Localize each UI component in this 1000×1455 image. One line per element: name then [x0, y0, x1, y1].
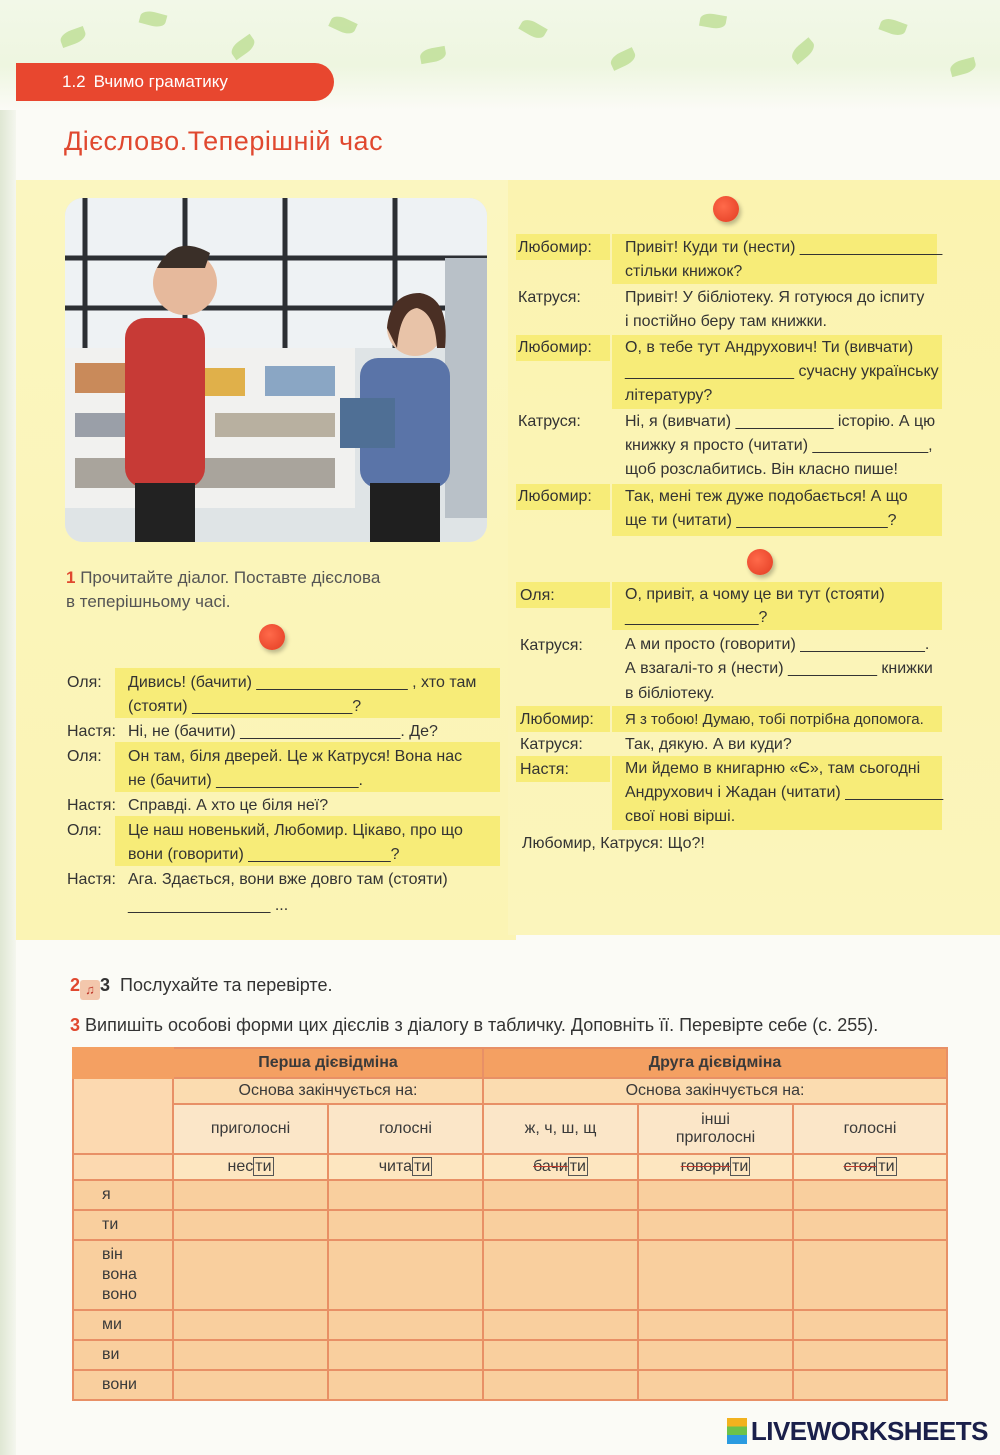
verb-infinitive	[173, 1154, 328, 1180]
answer-cell[interactable]	[483, 1310, 638, 1340]
dialog-line[interactable]: _______________?	[625, 609, 768, 626]
dialog-line: і постійно беру там книжки.	[625, 313, 827, 330]
answer-cell[interactable]	[793, 1310, 947, 1340]
dialog-marker-dot	[259, 624, 285, 650]
dialog-line[interactable]: (стояти) __________________?	[128, 698, 362, 715]
pronoun-label: ви	[73, 1340, 173, 1370]
dialog-line[interactable]: Ні, я (вивчати) ___________ історію. А цю	[625, 413, 936, 430]
audio-track-number: 3	[100, 975, 111, 995]
section-title: Вчимо граматику	[93, 72, 228, 91]
answer-cell[interactable]	[173, 1240, 328, 1310]
speaker-label: Любомир:	[520, 711, 594, 728]
exercise-2-number: 2	[70, 975, 81, 995]
dialog-line[interactable]: не (бачити) ________________.	[128, 772, 363, 789]
answer-cell[interactable]	[793, 1240, 947, 1310]
dialog-line: Ага. Здається, вони вже довго там (стояти)	[128, 871, 448, 888]
conjugation-table	[72, 1047, 948, 1401]
exercise-2	[70, 975, 332, 1000]
answer-cell[interactable]	[173, 1210, 328, 1240]
speaker-label: Настя:	[520, 761, 569, 778]
subheader-text: інші	[701, 1111, 730, 1128]
dialog-line: Привіт! У бібліотеку. Я готуюся до іспиту	[625, 289, 925, 306]
verb-infinitive	[793, 1154, 947, 1180]
library-scene-image	[65, 198, 487, 542]
dialog-marker-dot	[747, 549, 773, 575]
stem-ends-header: Основа закінчується на:	[483, 1078, 947, 1104]
verb-stem: чита	[378, 1158, 413, 1175]
dialog-line: Я з тобою! Думаю, тобі потрібна допомога.	[625, 711, 924, 728]
answer-cell[interactable]	[793, 1340, 947, 1370]
speaker-label: Любомир:	[518, 239, 592, 256]
answer-cell[interactable]	[793, 1210, 947, 1240]
subheader-vowels: голосні	[328, 1104, 483, 1154]
speaker-label: Любомир:	[518, 488, 592, 505]
verb-stem: говори	[680, 1158, 731, 1175]
verb-suffix: ти	[878, 1158, 895, 1175]
dialog-line: Так, дякую. А ви куди?	[625, 736, 792, 753]
verb-infinitive	[638, 1154, 793, 1180]
verb-stem: нес	[227, 1158, 254, 1175]
dialog-line[interactable]: А ми просто (говорити) ______________.	[625, 636, 930, 653]
verb-suffix: ти	[732, 1158, 749, 1175]
exercise-3-text: Випишіть особові форми цих дієслів з діалогу в табличку. Доповніть її. Перевірте себе (с. 255).	[85, 1015, 879, 1035]
answer-cell[interactable]	[328, 1180, 483, 1210]
speaker-label: Настя:	[67, 723, 116, 740]
speaker-label: Оля:	[67, 748, 102, 765]
dialog-line: щоб розслабитись. Він класно пише!	[625, 461, 898, 478]
dialog-line[interactable]: Привіт! Куди ти (нести) ________________	[625, 239, 943, 256]
pronoun-text: воно	[102, 1286, 137, 1303]
answer-cell[interactable]	[638, 1240, 793, 1310]
section-number: 1.2	[62, 72, 86, 91]
answer-cell[interactable]	[483, 1240, 638, 1310]
subheader-vowels: голосні	[793, 1104, 947, 1154]
pronoun-text: вона	[102, 1266, 137, 1283]
liveworksheets-logo[interactable]	[727, 1416, 988, 1447]
stem-ends-header: Основа закінчується на:	[173, 1078, 483, 1104]
answer-cell[interactable]	[328, 1370, 483, 1400]
verb-suffix: ти	[255, 1158, 272, 1175]
dialog-line: О, привіт, а чому це ви тут (стояти)	[625, 586, 885, 603]
exercise-3	[70, 1015, 878, 1036]
pronoun-label: ти	[73, 1210, 173, 1240]
answer-cell[interactable]	[328, 1340, 483, 1370]
exercise-1-number: 1	[66, 568, 76, 587]
answer-cell[interactable]	[173, 1370, 328, 1400]
dialog-line[interactable]: Андрухович і Жадан (читати) ___________	[625, 784, 944, 801]
headphones-icon[interactable]: ♫	[80, 980, 100, 1000]
page-title: Дієслово.Теперішній час	[64, 126, 384, 156]
exercise-2-text: Послухайте та перевірте.	[120, 975, 333, 995]
section-header-bar	[16, 63, 334, 101]
dialog-line: Це наш новенький, Любомир. Цікаво, про що	[128, 822, 463, 839]
dialog-line[interactable]: Дивись! (бачити) _________________ , хто там	[128, 674, 477, 691]
answer-cell[interactable]	[173, 1180, 328, 1210]
pronoun-label	[73, 1240, 173, 1310]
dialog-line: Справді. А хто це біля неї?	[128, 797, 329, 814]
dialog-line[interactable]: ________________ ...	[128, 897, 289, 914]
verb-infinitive	[483, 1154, 638, 1180]
verb-suffix: ти	[569, 1158, 586, 1175]
speaker-label: Катруся:	[518, 413, 581, 430]
answer-cell[interactable]	[793, 1370, 947, 1400]
second-conjugation-header: Друга дієвідміна	[483, 1048, 947, 1078]
dialog-line[interactable]: Ні, не (бачити) __________________. Де?	[128, 723, 438, 740]
dialog-line[interactable]: ще ти (читати) _________________?	[625, 512, 897, 529]
dialog-line[interactable]: А взагалі-то я (нести) __________ книжки	[625, 660, 933, 677]
answer-cell[interactable]	[328, 1310, 483, 1340]
dialog-line: Так, мені теж дуже подобається! А що	[625, 488, 908, 505]
logo-mark-icon	[727, 1418, 747, 1444]
speaker-label: Оля:	[67, 674, 102, 691]
dialog-marker-dot	[713, 196, 739, 222]
answer-cell[interactable]	[638, 1210, 793, 1240]
exercise-1-text-line1: Прочитайте діалог. Поставте дієслова	[80, 568, 381, 587]
logo-text: LIVEWORKSHEETS	[750, 1416, 988, 1446]
pronoun-label: вони	[73, 1370, 173, 1400]
first-conjugation-header: Перша дієвідміна	[173, 1048, 483, 1078]
answer-cell[interactable]	[173, 1310, 328, 1340]
pronoun-label: ми	[73, 1310, 173, 1340]
pronoun-label: я	[73, 1180, 173, 1210]
dialog-ending: Любомир, Катруся: Що?!	[522, 835, 705, 852]
subheader-consonants: приголосні	[173, 1104, 328, 1154]
dialog-line: в бібліотеку.	[625, 685, 715, 702]
answer-cell[interactable]	[638, 1370, 793, 1400]
table-corner	[73, 1078, 173, 1154]
dialog-line: О, в тебе тут Андрухович! Ти (вивчати)	[625, 339, 914, 356]
exercise-1-instruction	[66, 566, 380, 614]
verb-stem: стоя	[843, 1158, 877, 1175]
dialog-line: стільки книжок?	[625, 263, 743, 280]
speaker-label: Катруся:	[520, 736, 583, 753]
dialog-line[interactable]: книжку я просто (читати) _____________,	[625, 437, 933, 454]
subheader-text: приголосні	[675, 1129, 756, 1146]
dialog-line: літературу?	[625, 387, 713, 404]
answer-cell[interactable]	[638, 1340, 793, 1370]
speaker-label: Катруся:	[520, 637, 583, 654]
subheader-sibilants: ж, ч, ш, щ	[483, 1104, 638, 1154]
answer-cell[interactable]	[483, 1340, 638, 1370]
table-corner	[73, 1154, 173, 1180]
subheader-other-consonants	[638, 1104, 793, 1154]
speaker-label: Настя:	[67, 797, 116, 814]
answer-cell[interactable]	[328, 1240, 483, 1310]
dialog-line[interactable]: вони (говорити) ________________?	[128, 846, 400, 863]
dialog-line: свої нові вірші.	[625, 808, 736, 825]
speaker-label: Катруся:	[518, 289, 581, 306]
answer-cell[interactable]	[483, 1180, 638, 1210]
speaker-label: Любомир:	[518, 339, 592, 356]
dialog-line: Ми йдемо в книгарню «Є», там сьогодні	[625, 760, 921, 777]
exercise-3-number: 3	[70, 1015, 81, 1035]
answer-cell[interactable]	[638, 1310, 793, 1340]
exercise-1-text-line2: в теперішньому часі.	[66, 592, 231, 611]
answer-cell[interactable]	[483, 1370, 638, 1400]
page-binding-edge	[0, 0, 16, 1455]
table-corner	[73, 1048, 173, 1078]
speaker-label: Оля:	[67, 822, 102, 839]
speaker-label: Оля:	[520, 587, 555, 604]
verb-infinitive	[328, 1154, 483, 1180]
answer-cell[interactable]	[793, 1180, 947, 1210]
answer-cell[interactable]	[638, 1180, 793, 1210]
answer-cell[interactable]	[328, 1210, 483, 1240]
dialog-line: Он там, біля дверей. Це ж Катруся! Вона нас	[128, 748, 463, 765]
speaker-label: Настя:	[67, 871, 116, 888]
verb-suffix: ти	[414, 1158, 431, 1175]
answer-cell[interactable]	[483, 1210, 638, 1240]
verb-stem: бачи	[533, 1158, 568, 1175]
answer-cell[interactable]	[173, 1340, 328, 1370]
pronoun-text: він	[102, 1246, 123, 1263]
dialog-line[interactable]: ___________________ сучасну українську	[625, 363, 939, 380]
library-photo	[65, 198, 487, 542]
